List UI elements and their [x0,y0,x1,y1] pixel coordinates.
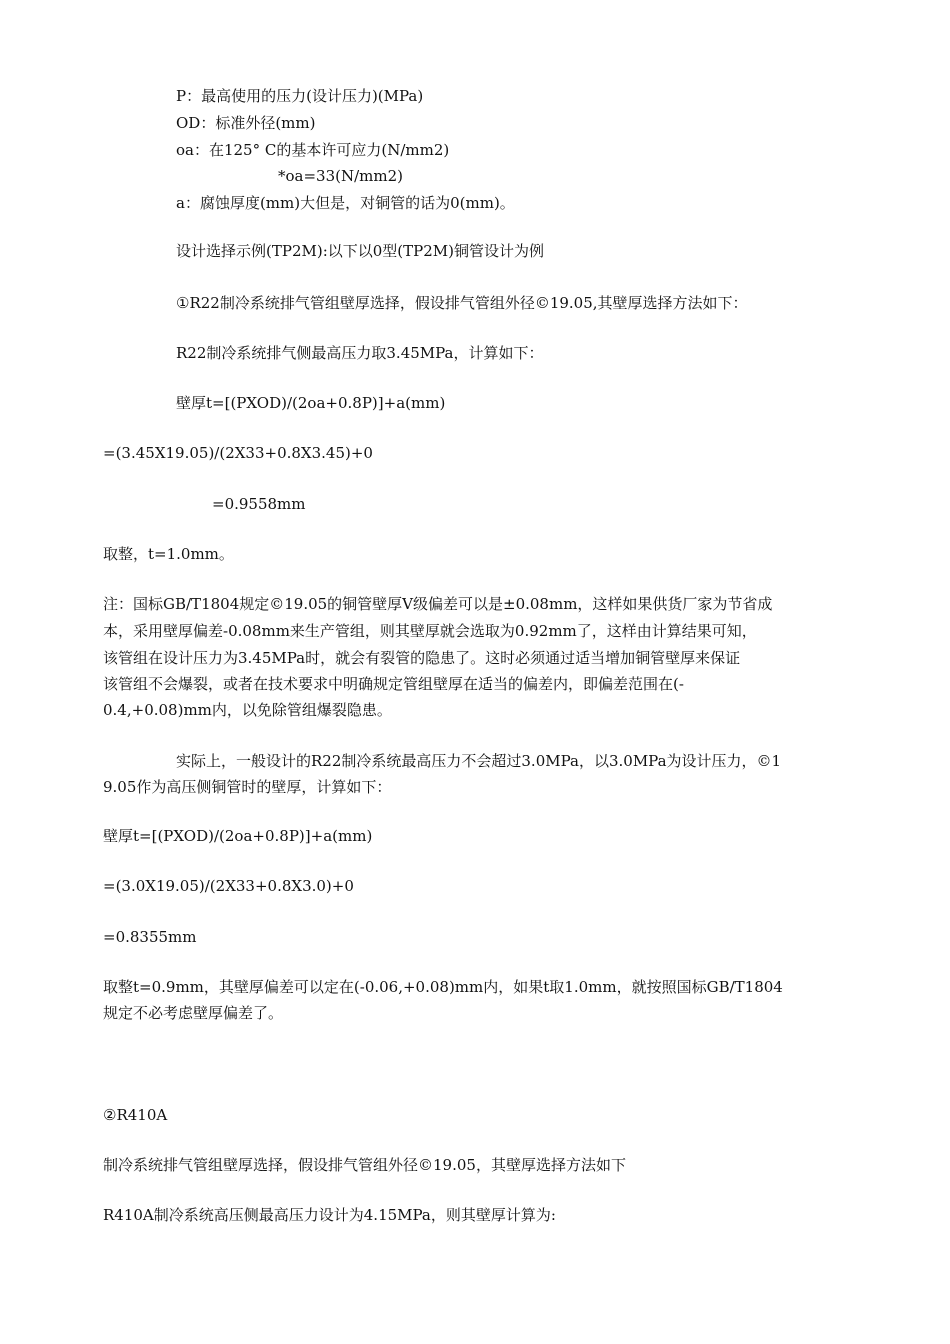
r22-calc-2: =(3.0X19.05)/(2X33+0.8X3.0)+0 [103,877,354,895]
r22-heading: ①R22制冷系统排气管组壁厚选择，假设排气管组外径©19.05,其壁厚选择方法如下： [176,294,748,312]
r22-result: =0.9558mm [212,495,306,513]
note-line: 该管组在设计压力为3.45MPa时，就会有裂管的隐患了。这时必须通过适当增加铜管壁厚来保证 [103,649,741,667]
r22-rounded: 取整，t=1.0mm。 [103,545,234,563]
example-title: 设计选择示例(TP2M):以下以0型(TP2M)铜管设计为例 [176,242,545,260]
rounded2-line: 取整t=0.9mm，其壁厚偏差可以定在(-0.06,+0.08)mm内，如果t取1.0mm，就按照国标GB/T1804 [103,978,783,996]
r22-result-2: =0.8355mm [103,928,197,946]
note-line: 该管组不会爆裂，或者在技术要求中明确规定管组壁厚在适当的偏差内，即偏差范围在(- [103,675,684,693]
definition-od: OD：标准外径(mm) [176,114,316,132]
r22-calc: =(3.45X19.05)/(2X33+0.8X3.45)+0 [103,444,373,462]
definition-oa: oa：在125° C的基本许可应力(N/mm2) [176,141,450,159]
definition-oa-value: *oa=33(N/mm2) [278,167,404,185]
note-line: 0.4,+0.08)mm内，以免除管组爆裂隐患。 [103,701,392,719]
definition-p: P：最高使用的压力(设计压力)(MPa) [176,87,424,105]
r410a-intro: 制冷系统排气管组壁厚选择，假设排气管组外径©19.05，其壁厚选择方法如下 [103,1156,626,1174]
r410a-heading: ②R410A [103,1106,168,1124]
actual-line: 实际上，一般设计的R22制冷系统最高压力不会超过3.0MPa，以3.0MPa为设计压力，©1 [176,752,782,770]
actual-line: 9.05作为高压侧铜管时的壁厚，计算如下： [103,778,392,796]
note-line: 本，采用壁厚偏差-0.08mm来生产管组，则其壁厚就会选取为0.92mm了，这样由计算结果可知， [103,622,757,640]
r22-max-pressure: R22制冷系统排气侧最高压力取3.45MPa，计算如下： [176,344,544,362]
r410a-max-pressure: R410A制冷系统高压侧最高压力设计为4.15MPa，则其壁厚计算为: [103,1206,556,1224]
rounded2-line: 规定不必考虑壁厚偏差了。 [103,1004,284,1022]
r22-formula-2: 壁厚t=[(PXOD)/(2oa+0.8P)]+a(mm) [103,827,373,845]
definition-a: a：腐蚀厚度(mm)大但是，对铜管的话为0(mm)。 [176,194,515,212]
note-line: 注：国标GB/T1804规定©19.05的铜管壁厚V级偏差可以是±0.08mm，这样如果供货厂家为节省成 [103,595,773,613]
r22-formula: 壁厚t=[(PXOD)/(2oa+0.8P)]+a(mm) [176,394,446,412]
